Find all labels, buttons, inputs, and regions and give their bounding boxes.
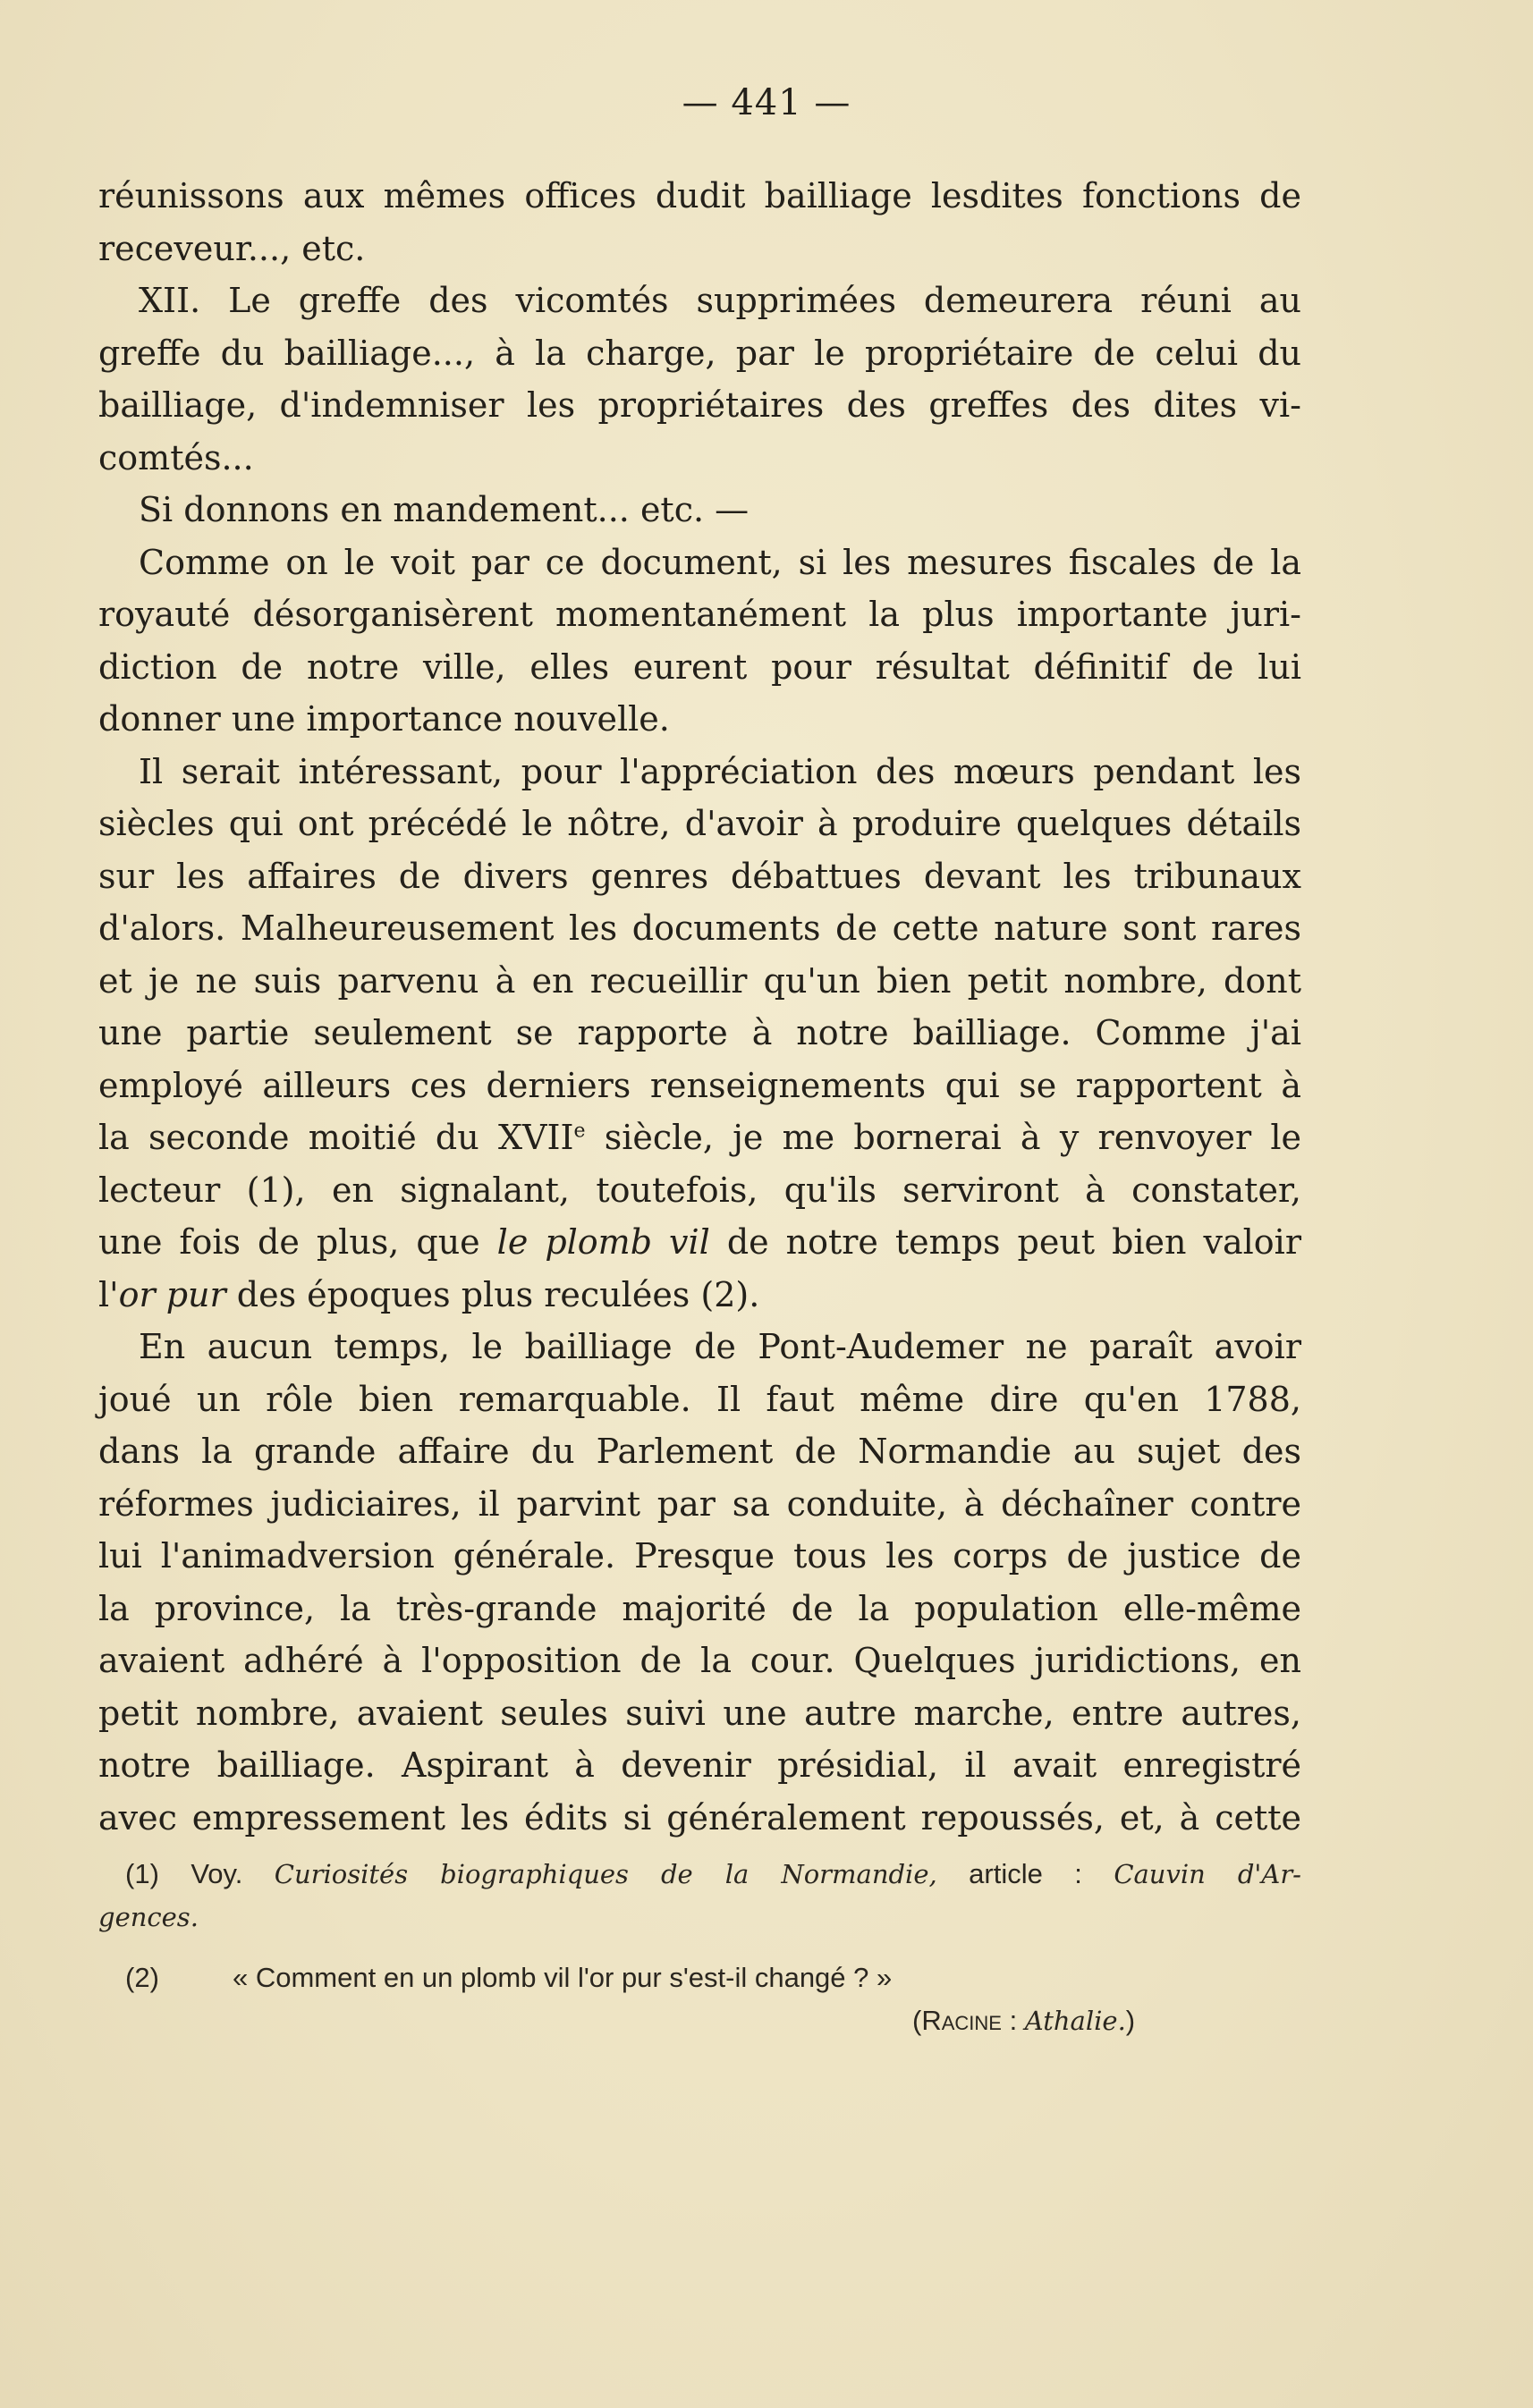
text-line: et je ne suis parvenu à en recueillir qu'un bien petit nombre, dont	[98, 960, 1301, 1001]
text-line: petit nombre, avaient seules suivi une autre marche, entre autres,	[98, 1693, 1301, 1733]
text-segment: la seconde moitié du XVII	[98, 1118, 574, 1157]
footnote-2-attribution	[98, 1999, 1301, 2042]
text-line: réformes judiciaires, il parvint par sa conduite, à déchaîner contre	[98, 1483, 1301, 1524]
text-line: royauté désorganisèrent momentanément la plus importante juri-	[98, 595, 1301, 634]
italic-phrase: or pur	[118, 1274, 226, 1314]
text-segment: de notre temps peut bien valoir	[709, 1222, 1301, 1262]
attrib-close: )	[1125, 2005, 1136, 2036]
text-line: avec empressement les édits si généralement repoussés, et, à cette	[98, 1797, 1301, 1838]
text-line: employé ailleurs ces derniers renseignements qui se rapportent à	[98, 1065, 1301, 1105]
text-line: sur les affaires de divers genres débattues devant les tribunaux	[98, 856, 1301, 896]
text-segment: l'	[98, 1274, 119, 1314]
text-line: comtés...	[98, 437, 254, 477]
text-line: greffe du bailliage..., à la charge, par le propriétaire de celui du	[98, 333, 1301, 373]
text-line-with-italic	[98, 1269, 1301, 1322]
footnote-1-title: Curiosités biographiques de la Normandie,	[274, 1859, 937, 1889]
footnote-1-mid: article :	[936, 1858, 1114, 1889]
body-text	[98, 170, 1301, 1844]
text-line: donner une importance nouvelle.	[98, 699, 670, 739]
text-line: joué un rôle bien remarquable. Il faut même dire qu'en 1788,	[98, 1379, 1301, 1419]
footnote-2-quote-line	[98, 1956, 1301, 1999]
text-line: d'alors. Malheureusement les documents de cette nature sont rares	[98, 908, 1301, 948]
text-line: En aucun temps, le bailliage de Pont-Audemer ne paraît avoir	[139, 1327, 1301, 1366]
footnote-1-prefix: (1) Voy.	[125, 1858, 275, 1889]
footnote-1-name-end: gences.	[98, 1902, 199, 1932]
text-line: XII. Le greffe des vicomtés supprimées demeurera réuni au	[139, 281, 1301, 320]
text-line: Comme on le voit par ce document, si les mesures fiscales de la	[139, 542, 1301, 582]
text-line: siècles qui ont précédé le nôtre, d'avoir à produire quelques détails	[98, 804, 1301, 843]
text-line: diction de notre ville, elles eurent pour résultat définitif de lui	[98, 646, 1301, 687]
text-line-with-superscript	[98, 1111, 1301, 1164]
text-line: receveur..., etc.	[98, 228, 366, 268]
text-line: réunissons aux mêmes offices dudit bailliage lesdites fonctions de	[98, 176, 1301, 215]
text-line: lui l'animadversion générale. Presque tous les corps de justice de	[98, 1536, 1301, 1576]
text-line: Il serait intéressant, pour l'appréciation des mœurs pendant les	[139, 751, 1301, 791]
text-line: lecteur (1), en signalant, toutefois, qu'ils serviront à constater,	[98, 1170, 1301, 1210]
text-line: bailliage, d'indemniser les propriétaires des greffes des dites vi-	[98, 385, 1301, 425]
text-segment: siècle, je me bornerai à y renvoyer le	[585, 1118, 1301, 1157]
text-line-with-italic	[98, 1216, 1301, 1269]
text-line: dans la grande affaire du Parlement de Normandie au sujet des	[98, 1432, 1301, 1471]
superscript: e	[573, 1120, 586, 1143]
footnotes	[98, 1853, 1301, 2042]
footnote-2-number: (2)	[125, 1962, 159, 1993]
footnote-2	[98, 1956, 1301, 2042]
text-line: Si donnons en mandement... etc. —	[139, 490, 750, 529]
attrib-work: Athalie.	[1024, 2006, 1126, 2036]
footnote-1-continued	[98, 1896, 1301, 1939]
footnote-1	[98, 1853, 1301, 1896]
text-segment: une fois de plus, que	[98, 1222, 497, 1262]
text-line: notre bailliage. Aspirant à devenir présidial, il avait enregistré	[98, 1745, 1301, 1785]
text-line: une partie seulement se rapporte à notre bailliage. Comme j'ai	[98, 1013, 1301, 1052]
page-number: — 441 —	[682, 82, 851, 123]
footnote-1-name: Cauvin d'Ar-	[1114, 1859, 1301, 1889]
italic-phrase: le plomb vil	[496, 1222, 710, 1262]
text-segment: des époques plus reculées (2).	[225, 1274, 760, 1314]
text-line: avaient adhéré à l'opposition de la cour. Quelques juridictions, en	[98, 1641, 1301, 1680]
footnote-2-quote: « Comment en un plomb vil l'or pur s'est-il changé ? »	[233, 1962, 893, 1993]
attrib-author: Racine	[921, 2005, 1002, 2036]
text-line: la province, la très-grande majorité de la population elle-même	[98, 1588, 1301, 1628]
attrib-open: (	[912, 2005, 922, 2036]
attrib-separator: :	[1001, 2005, 1025, 2036]
